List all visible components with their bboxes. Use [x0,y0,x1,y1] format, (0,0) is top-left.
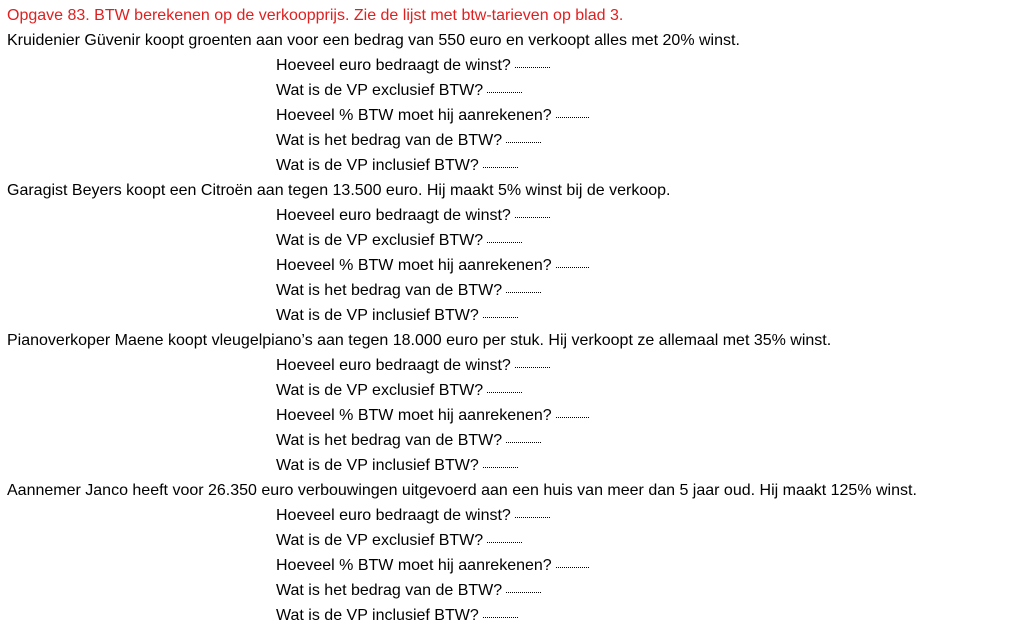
answer-blank[interactable] [556,567,589,568]
question-label: Wat is de VP inclusief BTW? [276,307,479,324]
case-list [7,28,1027,628]
worksheet [7,3,1027,628]
answer-blank[interactable] [483,317,518,318]
answer-blank[interactable] [487,242,522,243]
case-statement: Pianoverkoper Maene koopt vleugelpiano’s aan tegen 18.000 euro per stuk. Hij verkoopt ze allemaal met 35% winst. [7,332,832,349]
question-line-btw-bedrag [7,578,1027,603]
question-label: Hoeveel % BTW moet hij aanrekenen? [276,407,552,424]
question-line-vp-exclusief [7,78,1027,103]
answer-blank[interactable] [506,442,541,443]
question-label: Wat is de VP inclusief BTW? [276,457,479,474]
question-label: Hoeveel % BTW moet hij aanrekenen? [276,107,552,124]
answer-blank[interactable] [556,417,589,418]
question-label: Wat is de VP inclusief BTW? [276,607,479,624]
answer-blank[interactable] [483,617,518,618]
answer-blank[interactable] [515,367,550,368]
answer-blank[interactable] [506,142,541,143]
question-line-vp-inclusief [7,453,1027,478]
question-line-btw-percentage [7,553,1027,578]
question-line-winst [7,353,1027,378]
question-label: Wat is het bedrag van de BTW? [276,282,503,299]
answer-blank[interactable] [487,392,522,393]
question-line-vp-inclusief [7,153,1027,178]
question-line-vp-inclusief [7,303,1027,328]
question-label: Wat is de VP exclusief BTW? [276,82,484,99]
question-label: Hoeveel euro bedraagt de winst? [276,357,511,374]
answer-blank[interactable] [556,267,589,268]
answer-blank[interactable] [515,67,550,68]
question-line-btw-percentage [7,253,1027,278]
question-label: Wat is het bedrag van de BTW? [276,132,503,149]
question-label: Hoeveel % BTW moet hij aanrekenen? [276,257,552,274]
answer-blank[interactable] [487,542,522,543]
question-label: Wat is de VP exclusief BTW? [276,532,484,549]
answer-blank[interactable] [515,517,550,518]
question-line-btw-bedrag [7,428,1027,453]
answer-blank[interactable] [487,92,522,93]
exercise-title: Opgave 83. BTW berekenen op de verkoopprijs. Zie de lijst met btw-tarieven op blad 3. [7,7,624,24]
question-line-btw-bedrag [7,278,1027,303]
question-line-btw-percentage [7,403,1027,428]
question-line-winst [7,53,1027,78]
question-label: Hoeveel euro bedraagt de winst? [276,57,511,74]
question-line-btw-bedrag [7,128,1027,153]
question-line-vp-exclusief [7,228,1027,253]
question-label: Hoeveel % BTW moet hij aanrekenen? [276,557,552,574]
answer-blank[interactable] [506,292,541,293]
question-line-vp-exclusief [7,378,1027,403]
case-statement: Garagist Beyers koopt een Citroën aan tegen 13.500 euro. Hij maakt 5% winst bij de verkoop. [7,182,671,199]
question-line-winst [7,203,1027,228]
question-label: Hoeveel euro bedraagt de winst? [276,507,511,524]
question-line-vp-exclusief [7,528,1027,553]
question-line-btw-percentage [7,103,1027,128]
case-statement: Kruidenier Güvenir koopt groenten aan voor een bedrag van 550 euro en verkoopt alles met 20% winst. [7,32,740,49]
answer-blank[interactable] [556,117,589,118]
question-line-vp-inclusief [7,603,1027,628]
question-line-winst [7,503,1027,528]
question-label: Wat is de VP exclusief BTW? [276,382,484,399]
question-label: Wat is het bedrag van de BTW? [276,582,503,599]
question-label: Wat is het bedrag van de BTW? [276,432,503,449]
question-label: Wat is de VP inclusief BTW? [276,157,479,174]
case-statement: Aannemer Janco heeft voor 26.350 euro verbouwingen uitgevoerd aan een huis van meer dan 5 jaar oud. Hij maakt 125% winst. [7,482,917,499]
answer-blank[interactable] [483,467,518,468]
answer-blank[interactable] [506,592,541,593]
question-label: Hoeveel euro bedraagt de winst? [276,207,511,224]
question-label: Wat is de VP exclusief BTW? [276,232,484,249]
answer-blank[interactable] [515,217,550,218]
answer-blank[interactable] [483,167,518,168]
